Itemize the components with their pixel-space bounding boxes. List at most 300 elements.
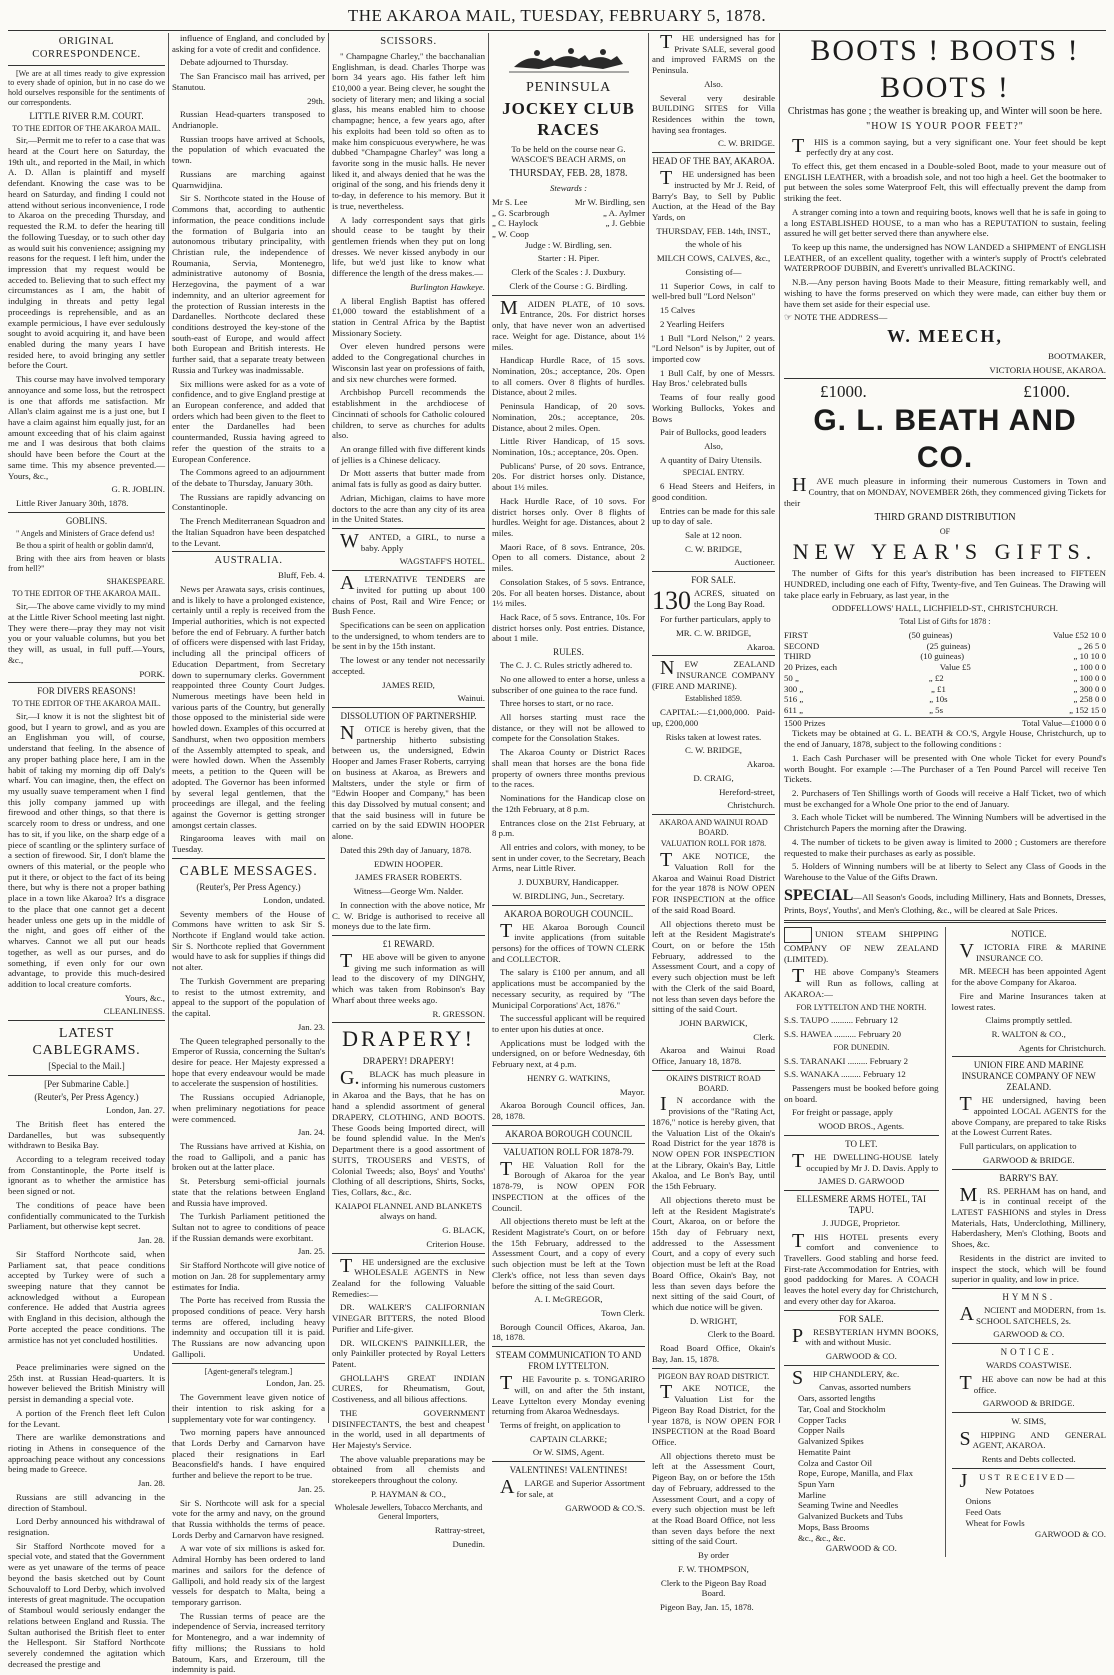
gift-cell: 300 „: [784, 683, 804, 694]
ad-subheading: FOR DUNEDIN.: [833, 1042, 890, 1052]
ad-heading: HYMNS.: [1002, 1292, 1056, 1303]
ad-body: ALARGE and Superior Assortment for sale, at: [500, 1476, 645, 1499]
ad-body: Applications must be lodged with the undersigned, on or before Wednesday, 6th February next, at 4 p.m.: [492, 1037, 645, 1070]
ad-desc: Wholesale Jewellers, Tobacco Merchants, and General Importers,: [334, 1502, 483, 1522]
ad-signature: GARWOOD & CO.: [825, 1351, 897, 1362]
news-para: The Queen telegraphed personally to the Emperor of Russia, concerning the Sultan's desire for peace. Her Majesty expressed a hope that every endeavour would be made to accelerate the suspension of hostilities.: [172, 1035, 325, 1089]
masthead-title: THE AKAROA MAIL, TUESDAY, FEBRUARY 5, 1878.: [347, 6, 767, 25]
news-para: " Champagne Charley," the bacchanalian Englishman, is dead. Charles Thorpe was born 34 years ago. His father left him £10,000 a year. Being clever, he sought the society of literary men; and liking a social glass, his means enabled him to choose champagne; hence, a few years ago, after his exploits had been told so often as to make him conspicuous everywhere, he was dubbed "Champagne Charley" was long a favorite song in the music halls. He never liked it, and always denied that he was the original of the song, and his friends deny it to-day, in deference to his memory. But it is true, nevertheless.: [332, 50, 485, 211]
meech-role: BOOTMAKER,: [1048, 351, 1106, 362]
ad-body: For freight or passage, apply: [792, 1107, 893, 1118]
letter-body: This course may have involved temporary annoyance and some loss, but the retrospect is one that affords me satisfaction. Mr Allan's claim against me is a just one, but I have a claim against him equally just, for an amount exceeding that of his claim against me and I was desirous that both claims should have been before the Court at the same time. This my absence prevented.—Yours, &c.,: [8, 374, 165, 481]
ad-body: KAIAPOI FLANNEL AND BLANKETS always on hand.: [334, 1200, 483, 1222]
list-item: Onions: [965, 1496, 991, 1507]
ad-signature: Or W. SIMS, Agent.: [532, 1447, 605, 1458]
ad-heading: STEAM COMMUNICATION TO AND FROM LYTTELTON.: [495, 1350, 642, 1372]
amount-left: £1000.: [820, 382, 867, 402]
ad-place: Road Board Office, Okain's Bay, Jan. 15, 1878.: [652, 1343, 775, 1364]
divider: [784, 1310, 939, 1311]
ad-heading: TO LET.: [845, 1138, 878, 1149]
address-note: ☞ NOTE THE ADDRESS—: [784, 312, 888, 323]
ad-signature: W. BIRDLING, Jun., Secretary.: [512, 890, 625, 901]
ad-body: N.B.—Any person having Boots Made to their Measure, fitting remarkably well, and wishing to have the forms preserved on which they were made, can either buy them or have them set aside for their especial use.: [784, 277, 1106, 309]
amount-row: [784, 382, 1106, 403]
column-rule: [488, 33, 489, 1423]
byline: [Per Submarine Cable.]: [44, 1079, 129, 1090]
ad-signature: JAMES REID,: [382, 679, 435, 690]
divider: [784, 1190, 939, 1191]
sailing: S.S. TAUPO .......... February 12: [784, 1015, 898, 1026]
ad-body: For further particulars, apply to: [660, 614, 771, 625]
gift-cell: FIRST: [784, 629, 808, 640]
divider: [492, 1125, 645, 1126]
list-item: Seaming Twine and Needles: [798, 1500, 899, 1511]
news-para: An orange filled with five different kinds of jellies is a Chinese delicacy.: [332, 443, 485, 465]
ad-heading: VALUATION ROLL FOR 1878-79.: [503, 1146, 634, 1157]
ad-signature: GARWOOD & CO.: [993, 1329, 1065, 1340]
ad-body: HAVE much pleasure in informing their numerous Customers in Town and Country, that on MONDAY, NOVEMBER 26th, they commenced giving Tickets for their: [784, 474, 1106, 508]
gift-cell: 20 Prizes, each: [784, 662, 838, 673]
ad-body: THIS is a common saying, but a very significant one. Your feet should be kept perfectly dry at any cost.: [792, 134, 1106, 158]
gift-cell: Value £5: [939, 662, 971, 673]
ad-subheading: THIRD GRAND DISTRIBUTION: [874, 511, 1016, 523]
dateline: Bluff, Feb. 4.: [278, 570, 325, 581]
ad-condition: 5. Holders of Winning numbers will be at liberty to Select any Class of Goods in the Warehouse to the Value of the Gifts Drawn.: [784, 861, 1106, 883]
list-item: New Potatoes: [985, 1485, 1034, 1496]
news-para: According to a telegram received today from Constantinople, the Porte itself is ignorant as to whether the armistice has been signed or not.: [8, 1154, 165, 1197]
news-para: The conditions of peace have been confidentially communicated to the Turkish Parliament, but otherwise kept secret.: [8, 1199, 165, 1232]
special-label: SPECIAL: [784, 886, 854, 904]
race-entry: Little River Handicap, of 15 sovs. Nomination, 10s.; acceptance, 20s. Open.: [492, 436, 645, 457]
ad-signature: GARWOOD & CO.: [1034, 1528, 1106, 1539]
divider: [492, 905, 645, 906]
news-para: Six millions were asked for as a vote of confidence, and to give England prestige at an European conference, and added that orders which had been given to the fleet to enter the Dardanelles had been countermanded, Russia having agreed to refer the question of the straits to a European Conference.: [172, 378, 325, 464]
ad-signature: WOOD BROS., Agents.: [818, 1121, 905, 1132]
ad-signature: F. W. THOMPSON,: [678, 1563, 749, 1574]
gift-row: [784, 694, 1106, 705]
ad-role: Clerk to the Pigeon Bay Road Board.: [660, 1577, 767, 1599]
divider: [332, 1022, 485, 1023]
ad-heading: NOTICE.: [1000, 1347, 1057, 1358]
gift-cell: (25 guineas): [926, 640, 971, 651]
ad-heading: DISSOLUTION OF PARTNERSHIP.: [340, 711, 477, 722]
ad-role: Auctioneer.: [734, 557, 775, 568]
ad-heading: DRAPERY!: [342, 1026, 475, 1052]
divider: [952, 1412, 1107, 1413]
divider: [332, 935, 485, 936]
ad-body: MR. MEECH has been appointed Agent for the above Company for Akaroa.: [951, 966, 1106, 988]
divider: [332, 1253, 485, 1254]
stewards-heading: Stewards :: [549, 183, 588, 194]
gift-cell: „ £1: [930, 683, 946, 694]
ad-body: Terms of freight, on application to: [500, 1419, 621, 1430]
steward: „ A. Aylmer: [603, 207, 645, 218]
ad-body: ANCIENT and MODERN, from 1s. SCHOOL SATCHELS, 2s.: [959, 1303, 1106, 1326]
ad-body: Also,: [704, 440, 723, 451]
gifts-headline: NEW YEAR'S GIFTS.: [792, 539, 1098, 565]
steward: „ C. Haylock: [492, 218, 539, 229]
byline: [Special to the Mail.]: [48, 1061, 125, 1072]
ad-heading: JUST RECEIVED—: [959, 1469, 1077, 1492]
dateline: London, Jan. 25.: [266, 1378, 325, 1389]
ad-body: TAKE NOTICE, the Valuation Roll for the Akaroa and Wainui Road District for the year 1878 is NOW OPEN FOR INSPECTION at the office of the said Road Board.: [652, 849, 775, 915]
news-para: The Turkish Parliament petitioned the Sultan not to agree to conditions of peace if the Russian demands were exorbitant.: [172, 1211, 325, 1243]
section-heading: ORIGINAL CORRESPONDENCE.: [32, 36, 141, 60]
editor-note: [We are at all times ready to give expression to every shade of opinion, but in no case do we hold ourselves responsible for the sentiments of our correspondents.: [8, 68, 165, 107]
ad-signature: C. W. BRIDGE,: [685, 745, 742, 756]
list-item: Canvas, assorted numbers: [819, 1382, 911, 1393]
ad-body: Also.: [704, 78, 723, 89]
byline: [Agent-general's telegram.]: [204, 1366, 293, 1376]
ad-body: The successful applicant will be required to enter upon his duties at once.: [492, 1013, 645, 1034]
column-rule: [648, 33, 649, 1423]
divider: [784, 920, 1106, 923]
dateline: Jan. 23.: [297, 1021, 325, 1032]
special-text: —All Season's Goods, including Millinery, Hats and Bonnets, Dresses, Prints, Boys', Youths', and Men's Clothing, &c., will be cleared at Sale Prices.: [784, 891, 1106, 916]
stewards-row: [492, 197, 645, 208]
news-para: There are warlike demonstrations and rioting in Athens in consequence of the approaching peace without any concessions being made to Greece.: [8, 1432, 165, 1475]
ad-subheading: J. JUDGE, Proprietor.: [822, 1217, 900, 1228]
ad-place: Rattray-street,: [434, 1525, 485, 1536]
list-item: Galvanized Buckets and Tubs: [798, 1511, 903, 1522]
ad-body: THE Akaroa Borough Council invite applications (from suitable persons) for the offices of TOWN CLERK and COLLECTOR.: [492, 919, 645, 964]
news-para: The Russians occupied Adrianople, when preliminary negotiations for peace were commenced.: [172, 1092, 325, 1124]
ad-subheading: OF: [939, 526, 951, 536]
dateline: Jan. 28.: [137, 1478, 165, 1489]
rule-item: The C. J. C. Rules strictly adhered to.: [500, 660, 633, 671]
ad-body: In connection with the above notice, Mr C. W. Bridge is authorised to receive all moneys due to the late firm.: [332, 899, 485, 932]
news-para: News per Arawata says, crisis continues, and is likely to have a prolonged existence, certainly until a reply is received from the Imperial authorities, which is not expected before the end of February. A further batch of officers were dispensed with last Friday, including all the principal officers of Education Department, from Secretary down to supernumary clerks. Government reappointed three County Court Judges. Numerous meetings have been held in various parts of the Country, but generally those opposed to the ministerial side were howled down. Examples of this occurred at Sandhurst, when two opposition members of the Assembly attempted to speak, and were howled down. When the Assembly meets, a petition to the Queen will be adopted. The Governor has been informed by several legal gentlemen, that the proceedings are illegal, and the feeling against the Governor is getting stronger amongst certain classes.: [172, 583, 325, 830]
ad-heading: ELLESMERE ARMS HOTEL, TAI TAPU.: [796, 1193, 927, 1215]
ad-body: 6 Head Steers and Heifers, in good condition.: [652, 481, 775, 502]
gift-cell: „ 10s: [929, 694, 948, 705]
ad-heading: £1 REWARD.: [382, 938, 435, 949]
ad-body: G.BLACK has much pleasure in informing his numerous customers in Akaroa and the Bays, that he has on hand a splendid assortment of general DRAPERY, CLOTHING, AND BOOTS. These Goods being Imported direct, will be found splendid value. In the Men's Department there is a good assortment of SUITS, TROUSERS and VESTS, of Colonial Tweeds; also, Boys' and Youths' Clothing of all descriptions, Shirts, Socks, Ties, Collars, &c., &c.: [332, 1067, 485, 1197]
column-rule: [168, 33, 169, 1423]
ad-body: Consisting of—: [685, 266, 742, 277]
ad-body: CAPITAL:—£1,000,000. Paid-up, £200,000: [652, 707, 775, 728]
divider: [652, 655, 775, 656]
news-para: A liberal English Baptist has offered £1,000 toward the establishment of a station in Central Africa by the Baptist Missionary Society.: [332, 295, 485, 338]
ad-body: THE above will be given to anyone giving me such information as will lead to the discovery of my DINGHY, which was taken from Robinson's Bay Wharf about three weeks ago.: [332, 949, 485, 1005]
boots-question: "HOW IS YOUR POOR FEET?": [866, 121, 1024, 133]
gift-total-left: 1500 Prizes: [784, 717, 826, 728]
ad-body: THE undersigned has been instructed by Mr J. Reid, of Barry's Bay, to Sell by Public Auction, at the Head of the Bay Yards, on: [652, 167, 775, 223]
section-heading: SCISSORS.: [380, 36, 437, 47]
source-credit: Burlington Hawkeye.: [410, 281, 485, 292]
gift-cell: (50 guineas): [908, 629, 953, 640]
ad-role: Clerk to the Board.: [707, 1329, 775, 1340]
ad-signature: EDWIN HOOPER.: [374, 858, 443, 869]
ad-body: Residents in the district are invited to inspect the stock, which will be found superior in quality, and low in price.: [951, 1252, 1106, 1285]
news-para: Russians are still advancing in the direction of Stamboul.: [8, 1491, 165, 1513]
ad-body: IN accordance with the provisions of the "Rating Act, 1876," notice is hereby given, that the Valuation List of the Okain's Road District for the year 1878 is NOW OPEN FOR INSPECTION at the Library, Okain's Bay, Little Akaloa, and Le Bon's Bay, until the 15th February.: [652, 1093, 775, 1192]
rule-item: Entrances close on the 21st February, at 8 p.m.: [492, 817, 645, 839]
ad-role: Mayor.: [619, 1086, 645, 1097]
ad-body: NOTICE is hereby given, that the partnership hitherto subsisting between us, the undersigned, Edwin Hooper and James Fraser Roberts, carrying on business at Akaroa, as Brewers and Maltsters, under the style or firm of "Edwin Hooper and Company," has been this day Dissolved by mutual consent; and that the said business will in future be carried on by the said EDWIN HOOPER alone.: [332, 722, 485, 842]
list-item: Colza and Castor Oil: [798, 1457, 873, 1468]
stewards-row: [492, 208, 645, 219]
column-rule: [945, 927, 946, 1557]
chandlery-list: [784, 1382, 939, 1543]
news-para: The Turkish Government are preparing to resist to the utmost extremity, and appeal to the support of the population of the capital.: [172, 975, 325, 1019]
dateline: Jan. 28.: [137, 1235, 165, 1246]
gift-row: [784, 673, 1106, 684]
gift-row: [784, 651, 1106, 662]
ad-body: All objections thereto must be left at the Resident Magistrate's Court, on or before the 15th February, addressed to the Assessment Court, and a copy of every such objection must be left with the Clerk of the said Board, not less than seven days before the sitting of the said Court.: [652, 918, 775, 1015]
dateline: Jan. 25.: [297, 1246, 325, 1257]
news-para: Lord Derby announced his withdrawal of resignation.: [8, 1516, 165, 1538]
letter-body: Sir,—Permit me to refer to a case that was heard at the Court here on Saturday, the 19th ult., and reported in the Mail, in which A. D. Allan is plaintiff and myself defendant. Knowing the case was to be heard on Saturday, and finding I could not attend without serious inconvenience, I rode to Akaroa on the preceding Thursday, and requested the R.M. to defer the hearing till the following Tuesday, or to such other day as would suit his convenience; assigning my reasons for the request. I left him, under the impression that my request would be acceded to. Believing that to such effect my circumstances as I am, the habit of indulging in threats and petty legal proceedings is reprehensible, and as an example permicious, I have ever sedulously sought to avoid acquiring it, and have been enabled during the many years I have resided here, to avoid bringing any settler before the Court.: [8, 135, 165, 371]
ad-body: The salary is £100 per annum, and all applications must be accompanied by the necessary security, as required by "The Municipal Corporations' Act, 1876.": [492, 967, 645, 1010]
news-para: Peace preliminaries were signed on the 25th inst. at Russian Head-quarters. It is however believed the British Ministry will persist in demanding a special vote.: [8, 1361, 165, 1405]
gift-cell: 50 „: [784, 672, 799, 683]
gift-cell: SECOND: [784, 640, 820, 651]
ad-body: THE above Company's Steamers will Run as follows, calling at AKAROA:—: [784, 965, 939, 999]
news-para: The French Mediterranean Squadron and the Italian Squadron have been despatched to the Levant.: [172, 516, 325, 548]
gift-cell: 516 „: [784, 694, 804, 705]
list-item: Rope, Europe, Manilla, and Flax: [798, 1468, 914, 1479]
divider: [8, 512, 165, 513]
gift-cell: „ 10 10 0: [1073, 651, 1106, 662]
ad-place: Akaroa.: [746, 759, 775, 770]
ad-date: THURSDAY, FEB. 28, 1878.: [509, 167, 628, 179]
lower-ads: [784, 927, 1106, 1557]
ad-body: By order: [697, 1550, 730, 1561]
acre-number: 130: [652, 586, 691, 616]
gift-total-right: Total Value—£1000 0 0: [1021, 717, 1106, 728]
steward: „ G. Scarbrough: [492, 207, 550, 218]
horse-race-illustration: [509, 35, 629, 75]
ad-signature: J. DUXBURY, Handicapper.: [518, 877, 619, 888]
race-entry: Maori Race, of 8 sovs. Entrance, 20s. Open to all comers. Distance, about 2 miles.: [492, 541, 645, 574]
ad-body: PRESBYTERIAN HYMN BOOKS, with and without Music.: [792, 1324, 939, 1348]
list-item: Oars, assorted lengths: [798, 1393, 876, 1404]
ad-place: Akaroa.: [746, 641, 775, 652]
ad-body: ODDFELLOWS' HALL, LICHFIELD-ST., CHRISTCHURCH.: [832, 603, 1058, 614]
union-title: UNION STEAM SHIPPING COMPANY OF NEW ZEALAND (LIMITED).: [784, 928, 939, 964]
ad-place: Dunedin.: [452, 1538, 485, 1549]
ad-heading: JOCKEY CLUB RACES: [502, 99, 635, 139]
lot-item: Teams of four really good Working Bullocks, Yokes and Bows: [652, 392, 775, 424]
rule-item: All horses starting must race the distance, or they will not be allowed to compete for the Consolation Stakes.: [492, 712, 645, 744]
race-entry: Hack Hurdle Race, of 10 sovs. For district horses only. Over 8 flights of hurdles. Weight for age. Distances, about 2 miles.: [492, 495, 645, 539]
ad-role: Town Clerk.: [601, 1308, 645, 1319]
letter-heading: FOR DIVERS REASONS!: [37, 686, 136, 697]
news-para: Seventy members of the House of Commons have written to ask Sir S. Northcote if England would take action. Sir S. Northcote replied that Government would have to ask for supplies if things did not alter.: [172, 908, 325, 973]
column-4: [492, 33, 645, 1513]
ad-heading: AKAROA BOROUGH COUNCIL.: [503, 908, 634, 919]
column-5: [652, 31, 775, 1613]
gift-row: [784, 705, 1106, 716]
divider: [652, 571, 775, 572]
divider: [952, 1169, 1107, 1170]
ad-body: Established 1859.: [685, 694, 742, 704]
gift-cell: „ 100 0 0: [1073, 662, 1106, 673]
list-item: Marline: [798, 1489, 826, 1500]
ad-subheading: VALUATION ROLL FOR 1878.: [660, 839, 767, 849]
column-2: [172, 33, 325, 1675]
ad-signature: A. I. McGREGOR,: [534, 1294, 603, 1305]
divider: [172, 551, 325, 552]
divider: [652, 1368, 775, 1369]
rule-item: All entries and colors, with money, to be sent in under cover, to the Secretary, Beach Arms, near Little River.: [492, 841, 645, 874]
ad-signature: JAMES FRASER ROBERTS.: [355, 872, 462, 883]
steward: Mr W. Birdling, sen: [574, 196, 645, 207]
news-para: A lady correspondent says that girls should cease to be taught by their gentlemen friends when they put on long dresses. We never kissed anybody in our life, but we'd just like to know what difference the length of the dress makes.—: [332, 214, 485, 279]
rule-item: Nominations for the Handicap close on the 12th February, at 8 p.m.: [492, 793, 645, 814]
ad-signature: MR. C. W. BRIDGE,: [675, 627, 752, 638]
gift-cell: „ 26 5 0: [1077, 640, 1106, 651]
gift-table: [784, 630, 1106, 716]
ad-body: SHIPPING AND GENERAL AGENT, AKAROA.: [959, 1427, 1106, 1451]
gift-cell: „ 258 0 0: [1073, 694, 1106, 705]
ad-place: Akaroa and Wainui Road Office, January 18, 1878.: [652, 1045, 775, 1067]
race-entry: Publicans' Purse, of 20 sovs. Entrance, 20s. For district horses only. Distance, about 1½ miles.: [492, 460, 645, 493]
lot-item: 15 Calves: [660, 305, 695, 316]
divider: [492, 295, 645, 296]
divider: [172, 1363, 325, 1364]
ad-body: To effect this, get them encased in a Double-soled Boot, made to your measure out of ENGLISH LEATHER, with a broadish sole, and not too high a heel. Get the bootmaker to put between the soles some Waterproof Felt, this will effectually prevent the damp from striking the feet.: [784, 161, 1106, 204]
letter-signature: PORK.: [139, 668, 165, 679]
news-para: Russian troops have arrived at Schools, the population of which evacuated the town.: [172, 133, 325, 166]
divider: [652, 152, 775, 153]
rule-item: The Akaroa County or District Races shall mean that horses are the bona fide property of owners three months previous to the races.: [492, 747, 645, 790]
section-heading: CABLE MESSAGES.: [179, 863, 318, 879]
list-item: Tar, Coal and Stockholm: [798, 1403, 886, 1414]
divider: [332, 570, 485, 571]
ad-body: To be held on the course near G. WASCOE'S BEACH ARMS, on: [511, 143, 626, 165]
divider: [784, 1135, 939, 1136]
beath-headline: G. L. BEATH AND CO.: [813, 404, 1077, 474]
gift-row: [784, 630, 1106, 641]
news-para: Sir Stafford Northcote moved for a special vote, and stated that the Government were as yet unaware of the terms of peace beyond the basis sketched out by Count Schouvaloff to Lord Derby, which involved interests of great magnitude. The occupation of Stamboul would seriously endanger the relations between England and Russia. The Sultan authorised the British fleet to enter the Hellespont. Sir Stafford Northcote severely condemned the agitation which decreased the prestige and: [8, 1540, 165, 1669]
letter-address: TO THE EDITOR OF THE AKAROA MAIL.: [12, 589, 161, 599]
news-para: Adrian, Michigan, claims to have more doctors to the acre than any city of its area in the United States.: [332, 492, 485, 525]
ad-heading: SHIP CHANDLERY, &c.: [792, 1366, 900, 1389]
ad-heading: [784, 927, 939, 964]
boots-headline: BOOTS ! BOOTS ! BOOTS !: [810, 34, 1080, 104]
lot-item: Pair of Bullocks, good leaders: [660, 427, 767, 438]
ad-signature: CAPTAIN CLARKE;: [529, 1433, 608, 1444]
ad-body: THE above can now be had at this office.: [959, 1371, 1106, 1395]
ad-heading: VALENTINES! VALENTINES!: [509, 1465, 628, 1476]
steamship-icon: [784, 927, 812, 943]
official: Judge : W. Birdling, sen.: [525, 239, 612, 250]
lot-item: 1 Bull Calf, by one of Messrs. Hay Bros.' celebrated bulls: [652, 367, 775, 389]
race-entry: Hack Race, of 5 sovs. Entrance, 10s. For district horses only. Post entries. Distance, about 1 mile.: [492, 612, 645, 644]
ad-subheading: SPECIAL ENTRY.: [682, 468, 745, 478]
ad-heading: BARRY'S BAY.: [999, 1172, 1059, 1183]
ad-body: Claims promptly settled.: [985, 1015, 1073, 1026]
dateline: London, undated.: [263, 894, 325, 905]
ad-body: To keep up this name, the undersigned has NOW LANDED a SHIPMENT of ENGLISH LEATHER, of an excellent quality, together with a winter's supply of Proctt's celebrated WATERPROOF DUBBIN, and Everett's unrivalled BLACKING.: [784, 242, 1106, 274]
lot-item: 11 Superior Cows, in calf to well-bred bull "Lord Nelson": [652, 280, 775, 302]
ad-body: The lowest or any tender not necessarily accepted.: [332, 655, 485, 676]
masthead-rule: [8, 30, 1106, 31]
ad-body: WANTED, a GIRL, to nurse a baby. Apply: [340, 529, 485, 553]
news-para: The British fleet has entered the Dardanelles, but was subsequently withdrawn to Besika Bay.: [8, 1118, 165, 1151]
ad-body: Passengers must be booked before going on board.: [784, 1082, 939, 1104]
ad-role: Clerk.: [753, 1031, 775, 1042]
ad-body: All objections thereto must be left at the Resident Magistrate's Court, on or before the 15th February, addressed to the Assessment Court, and a copy of every such objection must be left at the Town Clerk's office, not less than seven days before the sitting of the said Court.: [492, 1216, 645, 1291]
news-para: Sir Stafford Northcote will give notice of motion on Jan. 28 for supplementary army estimates for India.: [172, 1260, 325, 1292]
ad-signature: HENRY G. WATKINS,: [526, 1072, 611, 1083]
ad-item: DR. WALKER'S CALIFORNIAN VINEGAR BITTERS, the noted Blood Purifier and Life-giver.: [332, 1302, 485, 1334]
ad-place: Pigeon Bay, Jan. 15, 1878.: [660, 1602, 754, 1613]
gift-cell: „ 300 0 0: [1073, 683, 1106, 694]
ad-heading: OKAIN'S DISTRICT ROAD BOARD.: [666, 1073, 761, 1093]
quotation: " Angels and Ministers of Grace defend us!: [16, 528, 155, 538]
news-para: The Government leave given notice of their intention to risk asking for a supplementary vote for war contingency.: [172, 1392, 325, 1424]
list-item: Copper Tacks: [798, 1414, 847, 1425]
letter-heading: LITTLE RIVER R.M. COURT.: [29, 110, 144, 121]
ad-body: Several very desirable BUILDING SITES for Villa Residences within the town, having sea frontages.: [652, 92, 775, 135]
ad-signature: C. W. BRIDGE,: [685, 543, 742, 554]
column-rule: [328, 33, 329, 1423]
ad-condition: 3. Each whole Ticket will be numbered. The Winning Numbers will be advertised in the Christchurch Papers the morning after the Drawing.: [784, 812, 1106, 834]
ad-signature: GARWOOD & BRIDGE.: [982, 1398, 1075, 1409]
section-heading: LATEST CABLEGRAMS.: [32, 1026, 141, 1059]
ad-signature: JAMES D. GARWOOD: [818, 1176, 905, 1187]
ad-body: THE Valuation Roll for the Borough of Akaroa for the year 1878-79, is NOW OPEN FOR INSPECTION at the offices of the Council.: [492, 1157, 645, 1213]
divider: [8, 682, 165, 683]
amount-right: £1000.: [1023, 382, 1070, 402]
list-item: Spun Yarn: [798, 1478, 835, 1489]
ad-body: Dated this 29th day of January, 1878.: [340, 844, 472, 855]
ad-heading: HEAD OF THE BAY, AKAROA.: [652, 156, 775, 167]
news-para: The Commons agreed to an adjournment of the debate to Thursday, January 30th.: [172, 467, 325, 489]
ad-body: Specifications can be seen on application to the undersigned, to whom tenders are to be sent in by the 15th instant.: [332, 620, 485, 652]
dateline: Undated.: [132, 1348, 165, 1359]
ad-body: The above valuable preparations may be obtained from all chemists and storekeepers throughout the colony.: [332, 1453, 485, 1486]
gift-cell: Value £52 10 0: [1052, 629, 1106, 640]
ad-body: THE DWELLING-HOUSE lately occupied by Mr J. D. Davis. Apply to: [792, 1149, 939, 1173]
official: Starter : H. Piper.: [537, 253, 600, 264]
ad-signature: D. WRIGHT,: [689, 1315, 738, 1326]
gift-row: [784, 662, 1106, 673]
race-entry: MAIDEN PLATE, of 10 sovs. Entrance, 20s. For district horses only, that have never won an advertised race. Weight for age. Distance, about 1½ miles.: [492, 296, 645, 352]
column-1: [8, 33, 165, 1669]
lot-item: 2 Yearling Heifers: [660, 318, 725, 329]
ad-heading: AKAROA BOROUGH COUNCIL: [504, 1128, 632, 1139]
news-para: A war vote of six millions is asked for. Admiral Hornby has been ordered to land marines and sailors for the defence of Gallipoli, and hold ready six of the largest vessels for despatch to Malta, being a temporary garrison.: [172, 1543, 325, 1608]
column-6: [784, 33, 1106, 1554]
ad-signature: GARWOOD & CO.'S.: [565, 1502, 645, 1513]
news-para: A portion of the French fleet left Culon for the Levant.: [8, 1407, 165, 1429]
ad-signature: JOHN BARWICK,: [679, 1018, 748, 1028]
boots-subhead: Christmas has gone ; the weather is breaking up, and Winter will soon be here.: [787, 106, 1103, 118]
news-para: Two morning papers have announced that Lords Derby and Carnarvon have placed their resignations in Earl Beaconsfield's hands. I have enquired further and believe the report to be true.: [172, 1427, 325, 1481]
rule-item: No one allowed to enter a horse, unless a subscriber of one guinea to the race fund.: [492, 673, 645, 695]
ad-heading: PIGEON BAY ROAD DISTRICT.: [657, 1371, 770, 1381]
ad-signature: D. CRAIG,: [693, 772, 734, 783]
rules-heading: RULES.: [553, 647, 584, 658]
news-para: Dr Mott asserts that butter made from animal fats is fully as good as dairy butter.: [332, 468, 485, 490]
divider: [8, 1075, 165, 1076]
sailing: S.S. WANAKA ......... February 12: [784, 1069, 906, 1080]
list-item: Hematite Paint: [798, 1446, 851, 1457]
section-heading: AUSTRALIA.: [214, 555, 283, 567]
ad-condition: 2. Purchasers of Ten Shillings worth of Goods will receive a Half Ticket, two of which must be exchanged for a Whole One prior to the end of January.: [784, 787, 1106, 809]
ad-place: Hereford-street,: [719, 786, 775, 797]
ad-body: Risks taken at lowest rates.: [665, 731, 762, 742]
ad-place: Criterion House.: [426, 1238, 485, 1249]
divider: [332, 707, 485, 708]
race-entry: Consolation Stakes, of 5 sovs. Entrance, 20s. For all beaten horses. Distance, about 1½ miles.: [492, 576, 645, 609]
ad-signature: P. HAYMAN & CO.,: [371, 1488, 446, 1499]
divider: [952, 1056, 1107, 1057]
